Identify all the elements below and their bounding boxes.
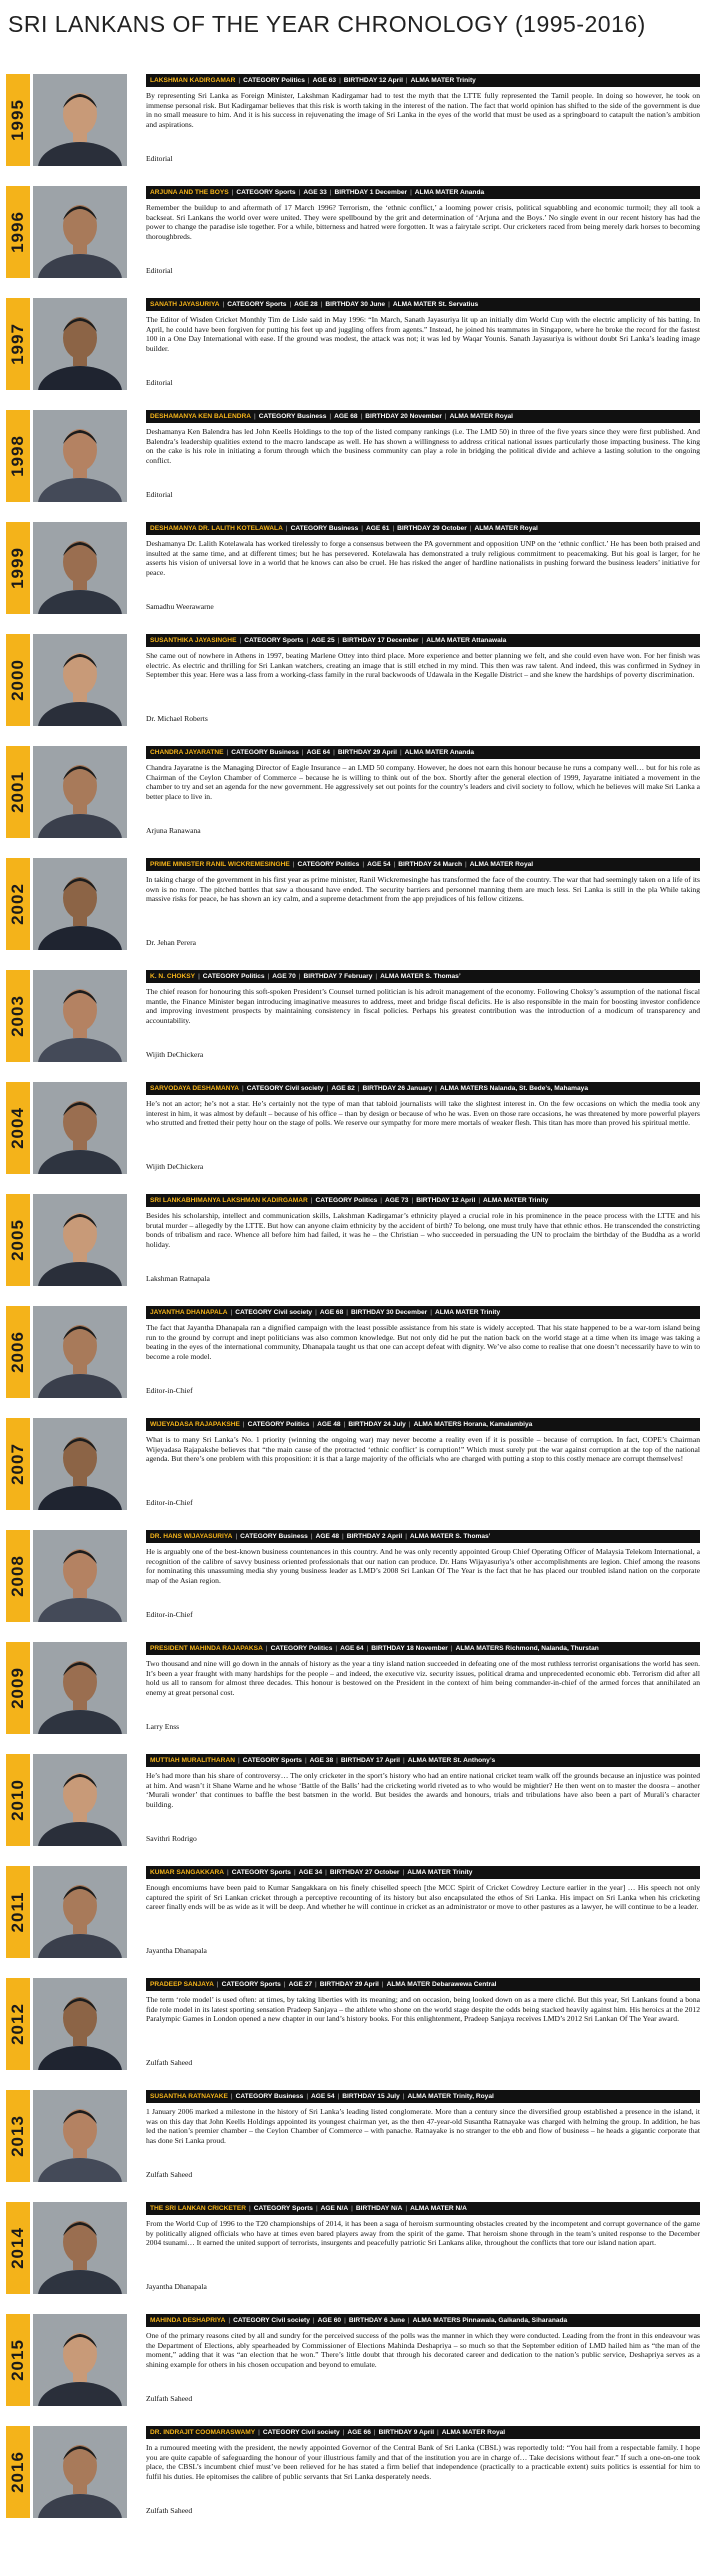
portrait-silhouette <box>33 298 127 390</box>
entry-author: Editorial <box>146 490 173 499</box>
entry-author: Jayantha Dhanapala <box>146 2282 207 2291</box>
alma-mater: ALMA MATER St. Anthony’s <box>407 1757 496 1764</box>
birthday: BIRTHDAY 30 June <box>325 301 386 308</box>
year-label: 2006 <box>8 1331 27 1373</box>
year-tab <box>6 1530 30 1622</box>
portrait-silhouette <box>33 1754 127 1846</box>
entry-author: Samadhu Weerawarne <box>146 602 214 611</box>
category: CATEGORY Civil society <box>246 1085 324 1092</box>
age: AGE 68 <box>334 413 358 420</box>
year-label: 2013 <box>8 2115 27 2157</box>
entry-text: Enough encomiums have been paid to Kumar Sangakkara on his finely chiselled speech [the MCC Spirit of Cricket Cowdrey Lecture earlier in the year] … His speech not only captured the spirit of Sri Lankan cricket through a perceptive recounting of its history but also encapsulated the ethos of Sri Lanka. His impact on Sri Lanka when his cricketing career finally ends will be as wide as it will be deep. And whether he will continue in cricket as an administrator or move to other pastures as a lawyer, he will continue to be a leader. <box>146 1883 700 1912</box>
entry-text: By representing Sri Lanka as Foreign Minister, Lakshman Kadirgamar had to test the myth that the LTTE fully represented the Tamil people. In doing so however, he took on immense personal risk. But Kadirgamar believes that this risk is worth taking in the interest of the nation. The fact that world opinion has shifted to the side of the government is due in no small measure to him. And it is his success in rejuvenating the image of Sri Lanka in the eyes of the world that must be used as a springboard to catapult the nation’s ambition and aspirations. <box>146 91 700 129</box>
year-tab <box>6 2314 30 2406</box>
age: AGE 64 <box>340 1645 364 1652</box>
alma-mater: ALMA MATERS Nalanda, St. Bede’s, Mahamaya <box>439 1085 589 1092</box>
honoree-name: THE SRI LANKAN CRICKETER <box>150 2205 246 2212</box>
category: CATEGORY Business <box>231 749 299 756</box>
entry-author: Zulfath Saheed <box>146 2170 193 2179</box>
year-label: 2007 <box>8 1443 27 1485</box>
honoree-name: PRADEEP SANJAYA <box>150 1981 214 1988</box>
portrait-photo <box>33 2202 127 2294</box>
info-bar: JAYANTHA DHANAPALA | CATEGORY Civil society | AGE 68 | BIRTHDAY 30 December | ALMA MATER Trinity <box>146 1306 700 1319</box>
portrait-photo <box>33 858 127 950</box>
info-bar: MAHINDA DESHAPRIYA | CATEGORY Civil society | AGE 60 | BIRTHDAY 6 June | ALMA MATERS Pinnawala, Galkanda, Siharanada <box>146 2314 700 2327</box>
year-tab <box>6 746 30 838</box>
category: CATEGORY Politics <box>202 973 265 980</box>
honoree-name: SUSANTHIKA JAYASINGHE <box>150 637 237 644</box>
entry-author: Editor-in-Chief <box>146 1610 193 1619</box>
age: AGE 73 <box>385 1197 409 1204</box>
info-bar: LAKSHMAN KADIRGAMAR | CATEGORY Politics | AGE 63 | BIRTHDAY 12 April | ALMA MATER Trinity <box>146 74 700 87</box>
year-tab <box>6 298 30 390</box>
portrait-photo <box>33 634 127 726</box>
birthday: BIRTHDAY 6 June <box>348 2317 405 2324</box>
info-bar: THE SRI LANKAN CRICKETER | CATEGORY Sports | AGE N/A | BIRTHDAY N/A | ALMA MATER N/A <box>146 2202 700 2215</box>
info-bar: MUTTIAH MURALITHARAN | CATEGORY Sports | AGE 38 | BIRTHDAY 17 April | ALMA MATER St. Anthony’s <box>146 1754 700 1767</box>
alma-mater: ALMA MATER Ananda <box>414 189 485 196</box>
portrait-silhouette <box>33 1866 127 1958</box>
year-tab <box>6 2202 30 2294</box>
year-tab <box>6 1978 30 2070</box>
portrait-silhouette <box>33 634 127 726</box>
info-bar: SANATH JAYASURIYA | CATEGORY Sports | AGE 28 | BIRTHDAY 30 June | ALMA MATER St. Servatius <box>146 298 700 311</box>
portrait-photo <box>33 746 127 838</box>
entry <box>0 1304 706 1416</box>
entry <box>0 632 706 744</box>
honoree-name: DR. HANS WIJAYASURIYA <box>150 1533 233 1540</box>
honoree-name: MUTTIAH MURALITHARAN <box>150 1757 235 1764</box>
alma-mater: ALMA MATER Royal <box>449 413 513 420</box>
info-bar: SARVODAYA DESHAMANYA | CATEGORY Civil society | AGE 82 | BIRTHDAY 26 January | ALMA MATERS Nalanda, St. Bede’s, Mahamaya <box>146 1082 700 1095</box>
portrait-photo <box>33 298 127 390</box>
entry-text: He is arguably one of the best-known business countenances in this country. And he was only recently appointed Group Chief Operating Officer of Malaysia Telekom International, a recognition of the calibre of savvy business oriented professionals that our nation can produce. Dr. Hans Wijayasuriya’s other accomplishments are legion. Chief among the reasons for nominating this unassuming media shy young business leader as LMD’s 2008 Sri Lankan Of The Year is the fact that he has placed our troubled island nation on the corporate map of the Asian region. <box>146 1547 700 1585</box>
alma-mater: ALMA MATER Trinity <box>410 77 476 84</box>
entry-text: What is to many Sri Lanka’s No. 1 priority (winning the ongoing war) may never become a reality even if it is possible – because of corruption. In fact, COPE’s Chairman Wijeyadasa Rajapakshe believes that “the main cause of the protracted ‘ethnic conflict’ is corruption!” Which must surely put the war against corruption at the top of the national agenda. But there’s one problem with this proposition: it is that a large majority of the officials who are charged with putting a stop to this costly menace are corrupt themselves! <box>146 1435 700 1464</box>
alma-mater: ALMA MATER Ananda <box>404 749 475 756</box>
portrait-silhouette <box>33 1978 127 2070</box>
birthday: BIRTHDAY 9 April <box>378 2429 435 2436</box>
portrait-photo <box>33 1418 127 1510</box>
honoree-name: KUMAR SANGAKKARA <box>150 1869 224 1876</box>
entry-text: Deshamanya Dr. Lalith Kotelawala has worked tirelessly to forge a consensus between the PA government and opposition UNP on the ‘ethnic conflict.’ He has been both praised and insulted at the same time, and at different times; but he has persevered. Kotelawala has demonstrated a truly religious commitment to peacemaking. But his goal is larger, for he asserts his vision of universal love in a world that he knows can also be cruel. He has risked the anger of hardline nationalists in pushing forward the business leaders’ initiative for peace. <box>146 539 700 577</box>
honoree-name: JAYANTHA DHANAPALA <box>150 1309 228 1316</box>
portrait-photo <box>33 1194 127 1286</box>
info-bar: SRI LANKABHIMANYA LAKSHMAN KADIRGAMAR | CATEGORY Politics | AGE 73 | BIRTHDAY 12 April | ALMA MATER Trinity <box>146 1194 700 1207</box>
entry-text: He’s had more than his share of controversy… The only cricketer in the sport’s history who had an entire national cricket team walk off the grounds because an injustice was pointed at him. And wasn’t it Shane Warne and he whose ‘Battle of the Balls’ had the cricketing world riveted as to who would be mightier? He then went on to master the doosra – another ‘Murali wonder’ that continues to baffle the best batsmen in the world. But besides the awards and honours, trials and tribulations have also been a part of Murali’s character building. <box>146 1771 700 1809</box>
page-title: SRI LANKANS OF THE YEAR CHRONOLOGY (1995-2016) <box>8 11 646 37</box>
entry-text: He’s not an actor; he’s not a star. He’s certainly not the type of man that tabloid journalists will take the slightest interest in. On the few occasions on which the media took any interest in him, it was almost by default – because of his office – than by design or because of who he was. Even on those rare occasions, he was threatened by more powerful players who strutted and fretted their petty hour on the stage of polls. We reserve our sympathy for more mere mortals of weaker flesh. This titan has more than proved his spiritual mettle. <box>146 1099 700 1128</box>
year-tab <box>6 1306 30 1398</box>
alma-mater: ALMA MATER Trinity <box>407 1869 473 1876</box>
honoree-name: SANATH JAYASURIYA <box>150 301 220 308</box>
info-bar: PRIME MINISTER RANIL WICKREMESINGHE | CATEGORY Politics | AGE 54 | BIRTHDAY 24 March | ALMA MATER Royal <box>146 858 700 871</box>
entry-text: Chandra Jayaratne is the Managing Director of Eagle Insurance – an LMD 50 company. However, he does not earn this honour because he runs a company well… but for his role as Chairman of the Ceylon Chamber of Commerce – because he is willing to think out of the box. Shortly after the general election of 1999, Jayaratne initiated a movement in the chamber to try and set an agenda for the new government. He aggressively set out points for the country’s leaders and civil society to follow, which he believes will make Sri Lanka a better place to live in. <box>146 763 700 801</box>
birthday: BIRTHDAY 24 March <box>398 861 463 868</box>
portrait-silhouette <box>33 1418 127 1510</box>
category: CATEGORY Civil society <box>262 2429 340 2436</box>
entry <box>0 1416 706 1528</box>
year-label: 2004 <box>8 1107 27 1149</box>
entry-text: From the World Cup of 1996 to the T20 championships of 2014, it has been a saga of heroism surmounting obstacles created by the incompetent and corrupt governance of the game by politically aligned officials who have at times even bared players away from the spirit of the game. That heroism shone through in the team’s united response to the December 2004 tsunami… It earned the united support of terrorists, insurgents and peacefully patriotic Sri Lankans alike, throughout the conflicts that tore our island nation apart. <box>146 2219 700 2248</box>
entry <box>0 408 706 520</box>
info-bar: WIJEYADASA RAJAPAKSHE | CATEGORY Politics | AGE 48 | BIRTHDAY 24 July | ALMA MATERS Horana, Kamalambiya <box>146 1418 700 1431</box>
birthday: BIRTHDAY 12 April <box>343 77 403 84</box>
entry-text: The term ‘role model’ is used often: at times, by taking liberties with its meaning; and on occasion, being looked down on as a mere cliché. But this year, Sri Lankans found a bona fide role model in its latest sporting sensation Pradeep Sanjaya – the athlete who shone on the world stage despite the odds being stacked heavily against him. His heroics at the 2012 Paralympic Games in London opened a new chapter in our land’s history books. For this enlightenment, Pradeep Sanjaya receives LMD’s 2012 Sri Lankan Of The Year award. <box>146 1995 700 2024</box>
entry-text: In a rumoured meeting with the president, the newly appointed Governor of the Central Bank of Sri Lanka (CBSL) was reportedly told: “You hail from a respectable family. I hope you are quite capable of safeguarding the honour of your illustrious family and that of the institution you are in charge of… Take decisions without fear.” If such a one-on-one took place, the CBSL’s incumbent chief must’ve been relieved for he has stated a firm belief that independence (practically to a practicable extent) suits politics is essential for him to fulfil his duties. He epitomises the calibre of public servants that Sri Lanka desperately needs. <box>146 2443 700 2481</box>
portrait-photo <box>33 2090 127 2182</box>
year-label: 2015 <box>8 2339 27 2381</box>
portrait-silhouette <box>33 410 127 502</box>
entry-author: Zulfath Saheed <box>146 2058 193 2067</box>
age: AGE 25 <box>311 637 335 644</box>
entry-author: Dr. Jehan Perera <box>146 938 196 947</box>
year-tab <box>6 1642 30 1734</box>
age: AGE N/A <box>320 2205 349 2212</box>
birthday: BIRTHDAY N/A <box>355 2205 403 2212</box>
birthday: BIRTHDAY 1 December <box>334 189 408 196</box>
entry-text: 1 January 2006 marked a milestone in the history of Sri Lanka’s leading listed conglomerate. More than a century since the diversified group established a presence in the island, it was on this day that John Keells Holdings appointed its youngest chairman yet, as the then 47-year-old Susantha Ratnayake was charged with helming the group. In addition, he has led the nation’s premier chamber – the Ceylon Chamber of Commerce – with panache. Ratnayake is no stranger to the ebb and flow of business – he heads a gigantic corporate that has done Sri Lanka proud. <box>146 2107 700 2145</box>
entry <box>0 1976 706 2088</box>
honoree-name: LAKSHMAN KADIRGAMAR <box>150 77 236 84</box>
entry-author: Editorial <box>146 154 173 163</box>
category: CATEGORY Business <box>235 2093 304 2100</box>
age: AGE 28 <box>294 301 318 308</box>
portrait-photo <box>33 970 127 1062</box>
category: CATEGORY Sports <box>253 2205 313 2212</box>
entry-text: One of the primary reasons cited by all and sundry for the perceived success of the polls was the manner in which they were conducted. Leading from the front in this endeavour was the Department of Elections, ably spearheaded by Commissioner of Elections Mahinda Deshapriya – so much so that the September edition of LMD hailed him as “the man of the moment,” adding that it was “an election that he won.” There’s little doubt that through his decorated career and dedication to the nation’s public service, Deshapriya serves as a shining example for others in his chosen occupation and beyond to emulate. <box>146 2331 700 2369</box>
birthday: BIRTHDAY 20 November <box>365 413 442 420</box>
alma-mater: ALMA MATER Royal <box>474 525 538 532</box>
alma-mater: ALMA MATER St. Servatius <box>392 301 479 308</box>
year-tab <box>6 1194 30 1286</box>
birthday: BIRTHDAY 17 April <box>340 1757 400 1764</box>
year-label: 2011 <box>8 1891 27 1933</box>
age: AGE 38 <box>309 1757 334 1764</box>
entry-text: In taking charge of the government in his first year as prime minister, Ranil Wickremesinghe has transformed the face of the country. The war that had seemingly taken on a life of its own is no more. The pitched battles that saw a thousand have ended. The security barriers and personnel manning them are much less. Sri Lanka is still in the pla While taking massive risks for peace, he has shown an icy calm, and a supreme detachment from the app prejudices of his fellow citizens. <box>146 875 700 904</box>
age: AGE 27 <box>288 1981 313 1988</box>
entry <box>0 1192 706 1304</box>
age: AGE 34 <box>298 1869 323 1876</box>
portrait-silhouette <box>33 2314 127 2406</box>
entry-text: Besides his scholarship, intellect and communication skills, Lakshman Kadirgamar’s ethnicity played a crucial role in his prominence in the peace process with the LTTE and his brutal murder – allegedly by the LTTE. But how can anyone claim ethnicity by the accident of birth? To belong, one must truly have that ethnic ethos. He transcended the constricting bonds of tribalism and race. Whence all before him had failed, it was he – the Christian – who succeeded in persuading the UN to proclaim the birthday of the Buddha as a world holiday. <box>146 1211 700 1249</box>
age: AGE 54 <box>311 2093 335 2100</box>
info-bar: DR. INDRAJIT COOMARASWAMY | CATEGORY Civil society | AGE 66 | BIRTHDAY 9 April | ALMA MATER Royal <box>146 2426 700 2439</box>
entry <box>0 856 706 968</box>
entry <box>0 1640 706 1752</box>
birthday: BIRTHDAY 29 October <box>397 525 467 532</box>
year-label: 2003 <box>8 995 27 1037</box>
info-bar: DR. HANS WIJAYASURIYA | CATEGORY Business | AGE 48 | BIRTHDAY 2 April | ALMA MATER S. Thomas’ <box>146 1530 700 1543</box>
portrait-photo <box>33 2314 127 2406</box>
alma-mater: ALMA MATER Royal <box>441 2429 506 2436</box>
year-tab <box>6 970 30 1062</box>
honoree-name: DR. INDRAJIT COOMARASWAMY <box>150 2429 256 2436</box>
entry <box>0 520 706 632</box>
portrait-photo <box>33 186 127 278</box>
year-tab <box>6 1866 30 1958</box>
birthday: BIRTHDAY 29 April <box>337 749 397 756</box>
info-bar: DESHAMANYA DR. LALITH KOTELAWALA | CATEGORY Business | AGE 61 | BIRTHDAY 29 October | ALMA MATER Royal <box>146 522 700 535</box>
category: CATEGORY Sports <box>244 637 304 644</box>
entry <box>0 744 706 856</box>
age: AGE 68 <box>319 1309 344 1316</box>
age: AGE 70 <box>272 973 296 980</box>
entry-text: The chief reason for honouring this soft-spoken President’s Counsel turned politician is his adroit management of the economy. Following Choksy’s assumption of the national fiscal mantle, the Finance Minister began introducing imaginative measures to address, meet and bridge fiscal deficits. He is also responsible in the main for boosting investor confidence and improving investment prospects by maintaining consistency in fiscal policies. Perhaps his greatest contribution was the introduction of a modicum of transparency and accountability. <box>146 987 700 1025</box>
age: AGE 64 <box>306 749 331 756</box>
entry-author: Zulfath Saheed <box>146 2394 193 2403</box>
honoree-name: WIJEYADASA RAJAPAKSHE <box>150 1421 240 1428</box>
birthday: BIRTHDAY 15 July <box>342 2093 400 2100</box>
alma-mater: ALMA MATER Trinity, Royal <box>407 2093 494 2100</box>
birthday: BIRTHDAY 18 November <box>371 1645 448 1652</box>
category: CATEGORY Politics <box>243 77 305 84</box>
entry-author: Wijith DeChickera <box>146 1050 204 1059</box>
honoree-name: K. N. CHOKSY <box>150 973 196 980</box>
portrait-photo <box>33 1978 127 2070</box>
age: AGE 66 <box>347 2429 371 2436</box>
portrait-photo <box>33 522 127 614</box>
info-bar: KUMAR SANGAKKARA | CATEGORY Sports | AGE 34 | BIRTHDAY 27 October | ALMA MATER Trinity <box>146 1866 700 1879</box>
year-label: 1998 <box>8 435 27 477</box>
age: AGE 48 <box>315 1533 340 1540</box>
portrait-photo <box>33 1642 127 1734</box>
portrait-photo <box>33 1866 127 1958</box>
info-bar: K. N. CHOKSY | CATEGORY Politics | AGE 70 | BIRTHDAY 7 February | ALMA MATER S. Thomas’ <box>146 970 700 983</box>
entry <box>0 2424 706 2536</box>
year-label: 2012 <box>8 2003 27 2045</box>
entry-author: Larry Enss <box>146 1722 180 1731</box>
entry-author: Wijith DeChickera <box>146 1162 204 1171</box>
honoree-name: MAHINDA DESHAPRIYA <box>150 2317 226 2324</box>
portrait-photo <box>33 1530 127 1622</box>
category: CATEGORY Politics <box>297 861 360 868</box>
year-label: 1997 <box>8 323 27 365</box>
year-label: 2000 <box>8 659 27 701</box>
age: AGE 63 <box>312 77 337 84</box>
category: CATEGORY Civil society <box>235 1309 313 1316</box>
portrait-silhouette <box>33 2090 127 2182</box>
entry <box>0 184 706 296</box>
entry <box>0 2312 706 2424</box>
portrait-photo <box>33 74 127 166</box>
portrait-silhouette <box>33 1642 127 1734</box>
year-label: 1995 <box>8 99 27 141</box>
alma-mater: ALMA MATER Trinity <box>483 1197 549 1204</box>
entry-author: Editorial <box>146 378 173 387</box>
portrait-silhouette <box>33 186 127 278</box>
portrait-photo <box>33 1306 127 1398</box>
birthday: BIRTHDAY 12 April <box>416 1197 476 1204</box>
entry-author: Zulfath Saheed <box>146 2506 193 2515</box>
honoree-name: CHANDRA JAYARATNE <box>150 749 224 756</box>
year-tab <box>6 1754 30 1846</box>
year-label: 2005 <box>8 1219 27 1261</box>
entry-author: Lakshman Ratnapala <box>146 1274 210 1283</box>
year-label: 2010 <box>8 1779 27 1821</box>
entries-list <box>0 72 706 2536</box>
portrait-photo <box>33 1754 127 1846</box>
portrait-photo <box>33 1082 127 1174</box>
year-tab <box>6 634 30 726</box>
year-label: 2016 <box>8 2451 27 2493</box>
birthday: BIRTHDAY 2 April <box>346 1533 403 1540</box>
year-tab <box>6 522 30 614</box>
entry-text: Deshamanya Ken Balendra has led John Keells Holdings to the top of the listed company rankings (i.e. The LMD 50) in three of the five years since they were first published. And Balendra’s leadership qualities extend to the macro landscape as well. He has shown a willingness to address critical national issues particularly those impacting business. The king on the cake is his role in initiating a forum through which the business community can play a role in bridging the political divide and achieve a lasting solution to the ongoing conflict. <box>146 427 700 465</box>
alma-mater: ALMA MATER Attanawala <box>426 637 507 644</box>
portrait-silhouette <box>33 2426 127 2518</box>
alma-mater: ALMA MATER S. Thomas’ <box>380 973 461 980</box>
portrait-photo <box>33 2426 127 2518</box>
portrait-silhouette <box>33 1194 127 1286</box>
honoree-name: PRIME MINISTER RANIL WICKREMESINGHE <box>150 861 290 868</box>
year-label: 2001 <box>8 771 27 813</box>
year-label: 2002 <box>8 883 27 925</box>
category: CATEGORY Politics <box>247 1421 310 1428</box>
honoree-name: DESHAMANYA KEN BALENDRA <box>150 413 251 420</box>
honoree-name: SARVODAYA DESHAMANYA <box>150 1085 240 1092</box>
alma-mater: ALMA MATER N/A <box>410 2205 467 2212</box>
category: CATEGORY Sports <box>221 1981 281 1988</box>
year-label: 2008 <box>8 1555 27 1597</box>
entry <box>0 72 706 184</box>
category: CATEGORY Business <box>240 1533 308 1540</box>
year-tab <box>6 186 30 278</box>
entry-author: Jayantha Dhanapala <box>146 1946 207 1955</box>
age: AGE 82 <box>331 1085 355 1092</box>
entry-author: Dr. Michael Roberts <box>146 714 208 723</box>
honoree-name: PRESIDENT MAHINDA RAJAPAKSA <box>150 1645 263 1652</box>
honoree-name: ARJUNA AND THE BOYS <box>150 189 229 196</box>
portrait-silhouette <box>33 2202 127 2294</box>
alma-mater: ALMA MATER Trinity <box>434 1309 501 1316</box>
portrait-silhouette <box>33 858 127 950</box>
category: CATEGORY Politics <box>315 1197 378 1204</box>
alma-mater: ALMA MATERS Pinnawala, Galkanda, Siharanada <box>412 2317 568 2324</box>
entry-author: Arjuna Ranawana <box>146 826 201 835</box>
entry-text: The Editor of Wisden Cricket Monthly Tim de Lisle said in May 1996: “In March, Sanath Jayasuriya lit up an initially dim World Cup with the electric amplicity of his batting. In April, he could have been forgiven for putting his feet up and juggling offers from agents.” Instead, he joined his teammates in Singapore, where he broke the record for the fastest 100 in a One Day International with ease. If the ground was modest, the attack was not; it was led by Waqar Younis. Sanath Jayasuriya is without doubt Sri Lanka’s leading image builder. <box>146 315 700 353</box>
portrait-silhouette <box>33 74 127 166</box>
year-tab <box>6 2426 30 2518</box>
info-bar: SUSANTHA RATNAYAKE | CATEGORY Business | AGE 54 | BIRTHDAY 15 July | ALMA MATER Trinity, Royal <box>146 2090 700 2103</box>
entry <box>0 968 706 1080</box>
info-bar: PRESIDENT MAHINDA RAJAPAKSA | CATEGORY Politics | AGE 64 | BIRTHDAY 18 November | ALMA MATERS Richmond, Nalanda, Thurstan <box>146 1642 700 1655</box>
birthday: BIRTHDAY 24 July <box>348 1421 406 1428</box>
entry <box>0 1528 706 1640</box>
year-tab <box>6 1082 30 1174</box>
category: CATEGORY Sports <box>242 1757 302 1764</box>
info-bar: DESHAMANYA KEN BALENDRA | CATEGORY Business | AGE 68 | BIRTHDAY 20 November | ALMA MATER Royal <box>146 410 700 423</box>
year-tab <box>6 858 30 950</box>
birthday: BIRTHDAY 30 December <box>351 1309 428 1316</box>
category: CATEGORY Business <box>290 525 359 532</box>
honoree-name: SUSANTHA RATNAYAKE <box>150 2093 228 2100</box>
entry <box>0 1080 706 1192</box>
alma-mater: ALMA MATER Royal <box>469 861 534 868</box>
age: AGE 54 <box>367 861 391 868</box>
portrait-silhouette <box>33 1082 127 1174</box>
alma-mater: ALMA MATERS Richmond, Nalanda, Thurstan <box>455 1645 599 1652</box>
category: CATEGORY Sports <box>227 301 287 308</box>
birthday: BIRTHDAY 26 January <box>362 1085 433 1092</box>
honoree-name: SRI LANKABHIMANYA LAKSHMAN KADIRGAMAR <box>150 1197 308 1204</box>
entry <box>0 1864 706 1976</box>
alma-mater: ALMA MATER Debarawewa Central <box>386 1981 497 1988</box>
age: AGE 60 <box>317 2317 342 2324</box>
entry <box>0 2088 706 2200</box>
entry-author: Editor-in-Chief <box>146 1386 193 1395</box>
entry <box>0 296 706 408</box>
age: AGE 33 <box>303 189 327 196</box>
year-tab <box>6 74 30 166</box>
year-tab <box>6 1418 30 1510</box>
portrait-silhouette <box>33 1306 127 1398</box>
entry-author: Savithri Rodrigo <box>146 1834 197 1843</box>
portrait-silhouette <box>33 970 127 1062</box>
entry <box>0 1752 706 1864</box>
category: CATEGORY Politics <box>270 1645 333 1652</box>
birthday: BIRTHDAY 17 December <box>342 637 419 644</box>
portrait-silhouette <box>33 522 127 614</box>
year-tab <box>6 410 30 502</box>
info-bar: SUSANTHIKA JAYASINGHE | CATEGORY Sports | AGE 25 | BIRTHDAY 17 December | ALMA MATER Attanawala <box>146 634 700 647</box>
year-tab <box>6 2090 30 2182</box>
age: AGE 61 <box>365 525 390 532</box>
year-label: 1996 <box>8 211 27 253</box>
portrait-photo <box>33 410 127 502</box>
entry-text: Remember the buildup to and aftermath of 17 March 1996? Terrorism, the ‘ethnic conflict,’ a looming power crisis, political squabbling and economic turmoil; they all took a backseat. Sri Lankans the world over were united. They were spellbound by the grit and determination of ‘Arjuna and the Boys.’ No single event in our recent history has had the power to change the paradise isle together. For a while, bitterness and hatred were forgotten. It was a fairytale script. Our cricketers raced from being merely dark horses to becoming thoroughbreds. <box>146 203 700 241</box>
info-bar: PRADEEP SANJAYA | CATEGORY Sports | AGE 27 | BIRTHDAY 29 April | ALMA MATER Debarawewa Central <box>146 1978 700 1991</box>
entry <box>0 2200 706 2312</box>
year-label: 1999 <box>8 547 27 589</box>
alma-mater: ALMA MATER S. Thomas’ <box>409 1533 491 1540</box>
entry-text: The fact that Jayantha Dhanapala ran a dignified campaign with the least possible assistance from his state is widely accepted. That his state happened to be a war-torn island being run to the ground by corrupt and inept politicians was also common knowledge. But not only did he put the nation back on the world stage at a time when its image was taking a beating in the eyes of the international community, Dhanapala taught us that one can accept defeat with dignity. We’ve also come to realise that one doesn’t necessarily have to win to become a role model. <box>146 1323 700 1361</box>
category: CATEGORY Civil society <box>233 2317 310 2324</box>
year-label: 2009 <box>8 1667 27 1709</box>
honoree-name: DESHAMANYA DR. LALITH KOTELAWALA <box>150 525 283 532</box>
info-bar: CHANDRA JAYARATNE | CATEGORY Business | AGE 64 | BIRTHDAY 29 April | ALMA MATER Ananda <box>146 746 700 759</box>
entry-text: She came out of nowhere in Athens in 1997, beating Marlene Ottey into third place. More experience and better planning we felt, and she could even have won. For her finish was electric. As electric and thrilling for Sri Lankan watchers, creating an image that is still etched in my mind. This then was raw talent. And indeed, this was confirmed in Sydney in September this year. Here was a lass from a working-class family in the rural backwoods of Udawala in the Kegalle District – and she knew the hardships of poverty discrimination. <box>146 651 700 680</box>
info-bar: ARJUNA AND THE BOYS | CATEGORY Sports | AGE 33 | BIRTHDAY 1 December | ALMA MATER Ananda <box>146 186 700 199</box>
year-label: 2014 <box>8 2227 27 2269</box>
entry-text: Two thousand and nine will go down in the annals of history as the year a tiny island nation succeeded in defeating one of the most ruthless terrorist organisations the world has seen. It’s been a year fraught with many hardships for the people – and indeed, the executive viz. security issues, political drama and unprecedented economic ebb. Terrorism did after all hold us all to ransom for almost three decades. This honour is bestowed on the President in the context of him being commander-in-chief of the armed forces that annihilated an enemy at great personal cost. <box>146 1659 700 1697</box>
birthday: BIRTHDAY 29 April <box>319 1981 379 1988</box>
entry-author: Editorial <box>146 266 173 275</box>
alma-mater: ALMA MATERS Horana, Kamalambiya <box>413 1421 533 1428</box>
birthday: BIRTHDAY 27 October <box>329 1869 400 1876</box>
entry-author: Editor-in-Chief <box>146 1498 193 1507</box>
category: CATEGORY Sports <box>231 1869 291 1876</box>
category: CATEGORY Sports <box>236 189 296 196</box>
category: CATEGORY Business <box>258 413 327 420</box>
age: AGE 48 <box>317 1421 341 1428</box>
portrait-silhouette <box>33 1530 127 1622</box>
portrait-silhouette <box>33 746 127 838</box>
birthday: BIRTHDAY 7 February <box>303 973 373 980</box>
